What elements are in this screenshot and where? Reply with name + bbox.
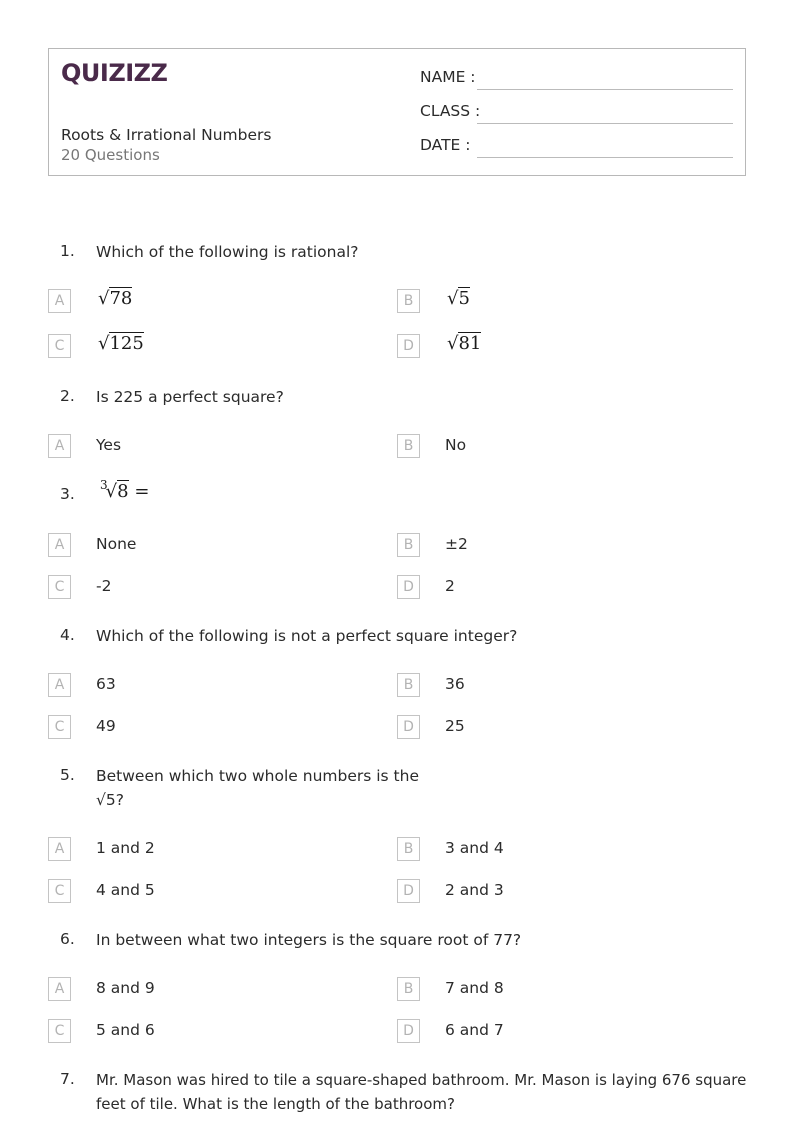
- radical-icon: √: [105, 481, 118, 502]
- option-answer: √81: [447, 333, 482, 354]
- question-number: 7.: [60, 1070, 75, 1088]
- question-text: Is 225 a perfect square?: [96, 388, 284, 406]
- question-text-line-2: feet of tile. What is the length of the bathroom?: [96, 1095, 455, 1113]
- question-count: 20 Questions: [61, 146, 160, 164]
- option-letter-box[interactable]: D: [397, 1019, 420, 1043]
- radical-icon: √: [447, 288, 459, 309]
- option-answer: √78: [98, 288, 133, 309]
- option-answer: √5: [447, 288, 470, 309]
- class-label: CLASS :: [420, 102, 481, 120]
- option-answer: 4 and 5: [96, 881, 155, 899]
- option-letter-box[interactable]: B: [397, 673, 420, 697]
- option-letter-box[interactable]: D: [397, 879, 420, 903]
- question-number: 5.: [60, 766, 75, 784]
- question-number: 4.: [60, 626, 75, 644]
- option-letter-box[interactable]: C: [48, 575, 71, 599]
- option-letter-box[interactable]: B: [397, 837, 420, 861]
- option-answer: None: [96, 535, 137, 553]
- option-letter-box[interactable]: B: [397, 533, 420, 557]
- option-letter-box[interactable]: D: [397, 575, 420, 599]
- question-text-line-2: √5?: [96, 791, 124, 809]
- name-label: NAME :: [420, 68, 476, 86]
- question-number: 3.: [60, 485, 75, 503]
- worksheet-title: Roots & Irrational Numbers: [61, 126, 272, 144]
- radical-icon: √: [98, 333, 110, 354]
- option-letter-box[interactable]: B: [397, 289, 420, 313]
- date-label: DATE :: [420, 136, 471, 154]
- name-line[interactable]: [477, 89, 733, 90]
- question-text-line-1: Mr. Mason was hired to tile a square-shaped bathroom. Mr. Mason is laying 676 square: [96, 1071, 747, 1089]
- option-letter-box[interactable]: D: [397, 334, 420, 358]
- option-answer: 7 and 8: [445, 979, 504, 997]
- question-number: 1.: [60, 242, 75, 260]
- option-answer: 49: [96, 717, 116, 735]
- option-answer: 63: [96, 675, 116, 693]
- radical-icon: √: [98, 288, 110, 309]
- option-letter-box[interactable]: A: [48, 837, 71, 861]
- option-answer: Yes: [96, 436, 122, 454]
- option-letter-box[interactable]: C: [48, 1019, 71, 1043]
- quizizz-logo: QUIZIZZ: [61, 59, 168, 87]
- option-letter-box[interactable]: C: [48, 715, 71, 739]
- question-text: In between what two integers is the square root of 77?: [96, 931, 522, 949]
- worksheet-header: [48, 48, 746, 176]
- question-number: 2.: [60, 387, 75, 405]
- option-letter-box[interactable]: A: [48, 434, 71, 458]
- option-letter-box[interactable]: C: [48, 879, 71, 903]
- question-text: Which of the following is rational?: [96, 243, 359, 261]
- option-answer: 36: [445, 675, 465, 693]
- option-letter-box[interactable]: D: [397, 715, 420, 739]
- option-answer: No: [445, 436, 467, 454]
- question-text: Which of the following is not a perfect square integer?: [96, 627, 518, 645]
- option-answer: 2: [445, 577, 455, 595]
- option-letter-box[interactable]: A: [48, 289, 71, 313]
- option-letter-box[interactable]: A: [48, 533, 71, 557]
- option-letter-box[interactable]: B: [397, 977, 420, 1001]
- option-answer: 25: [445, 717, 465, 735]
- option-answer: 3 and 4: [445, 839, 504, 857]
- option-answer: 1 and 2: [96, 839, 155, 857]
- option-answer: √125: [98, 333, 144, 354]
- option-answer: 8 and 9: [96, 979, 155, 997]
- date-line[interactable]: [477, 157, 733, 158]
- question-math: $^3$√8 =: [100, 478, 150, 502]
- question-text-line-1: Between which two whole numbers is the: [96, 767, 419, 785]
- option-answer: -2: [96, 577, 112, 595]
- option-answer: 5 and 6: [96, 1021, 155, 1039]
- option-answer: 2 and 3: [445, 881, 504, 899]
- option-letter-box[interactable]: C: [48, 334, 71, 358]
- question-number: 6.: [60, 930, 75, 948]
- option-letter-box[interactable]: A: [48, 673, 71, 697]
- option-answer: 6 and 7: [445, 1021, 504, 1039]
- option-letter-box[interactable]: A: [48, 977, 71, 1001]
- class-line[interactable]: [477, 123, 733, 124]
- option-letter-box[interactable]: B: [397, 434, 420, 458]
- radical-icon: √: [447, 333, 459, 354]
- option-answer: ±2: [445, 535, 468, 553]
